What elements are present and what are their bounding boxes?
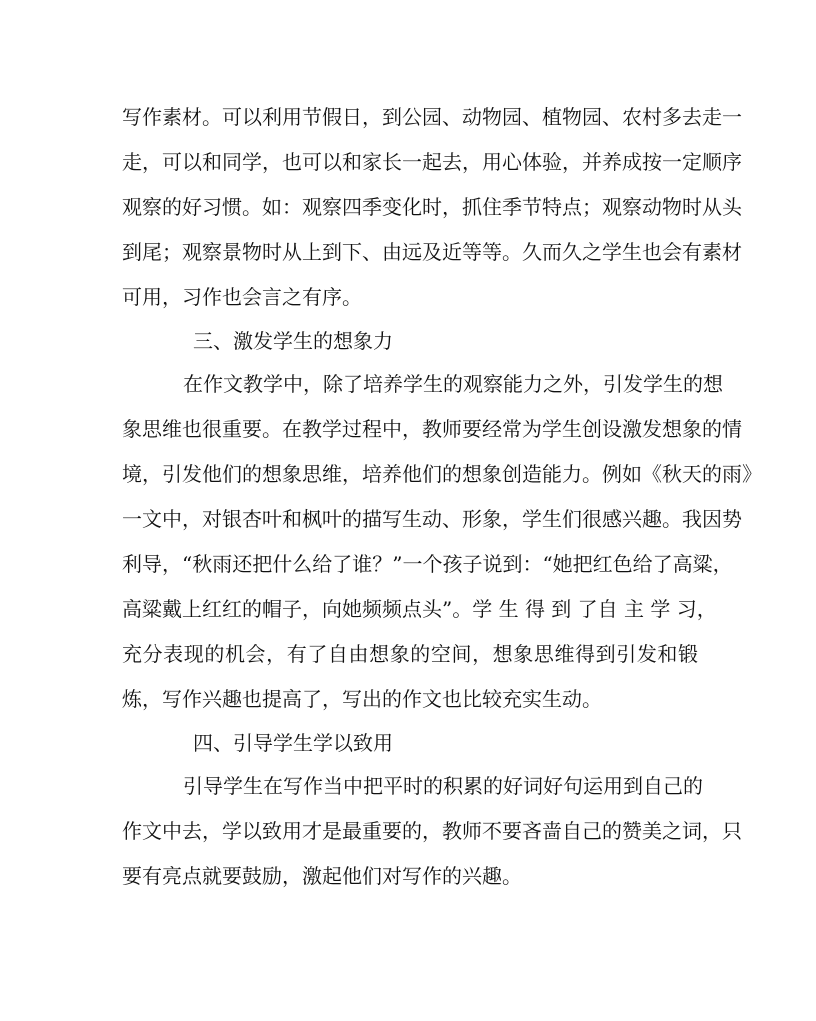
paragraph-line: 利导，“秋雨还把什么给了谁？”一个孩子说到：“她把红色给了高粱， xyxy=(122,552,733,576)
section-heading: 三、激发学生的想象力 xyxy=(193,329,393,353)
paragraph-line: 充分表现的机会，有了自由想象的空间，想象思维得到引发和锻 xyxy=(122,642,698,666)
paragraph-line: 高粱戴上红红的帽子，向她频频点头”。学 生 得 到 了自 主 学 习， xyxy=(122,597,717,621)
paragraph-line: 境，引发他们的想象思维，培养他们的想象创造能力。例如《秋天的雨》 xyxy=(122,462,762,486)
paragraph-line: 可用，习作也会言之有序。 xyxy=(122,285,362,309)
paragraph-line: 炼，写作兴趣也提高了，写出的作文也比较充实生动。 xyxy=(122,687,602,711)
section-heading: 四、引导学生学以致用 xyxy=(193,731,393,755)
paragraph-line: 在作文教学中，除了培养学生的观察能力之外，引发学生的想 xyxy=(183,372,723,396)
paragraph-line: 引导学生在写作当中把平时的积累的好词好句运用到自己的 xyxy=(183,774,703,798)
paragraph-line: 象思维也很重要。在教学过程中，教师要经常为学生创设激发想象的情 xyxy=(122,417,742,441)
paragraph-line: 作文中去，学以致用才是最重要的，教师不要吝啬自己的赞美之词，只 xyxy=(122,819,742,843)
paragraph-line: 写作素材。可以利用节假日，到公园、动物园、植物园、农村多去走一 xyxy=(122,105,742,129)
paragraph-line: 一文中，对银杏叶和枫叶的描写生动、形象，学生们很感兴趣。我因势 xyxy=(122,507,742,531)
paragraph-line: 走，可以和同学，也可以和家长一起去，用心体验，并养成按一定顺序 xyxy=(122,150,742,174)
paragraph-line: 要有亮点就要鼓励，激起他们对写作的兴趣。 xyxy=(122,864,522,888)
paragraph-line: 观察的好习惯。如：观察四季变化时，抓住季节特点；观察动物时从头 xyxy=(122,195,742,219)
paragraph-line: 到尾；观察景物时从上到下、由远及近等等。久而久之学生也会有素材 xyxy=(122,240,742,264)
